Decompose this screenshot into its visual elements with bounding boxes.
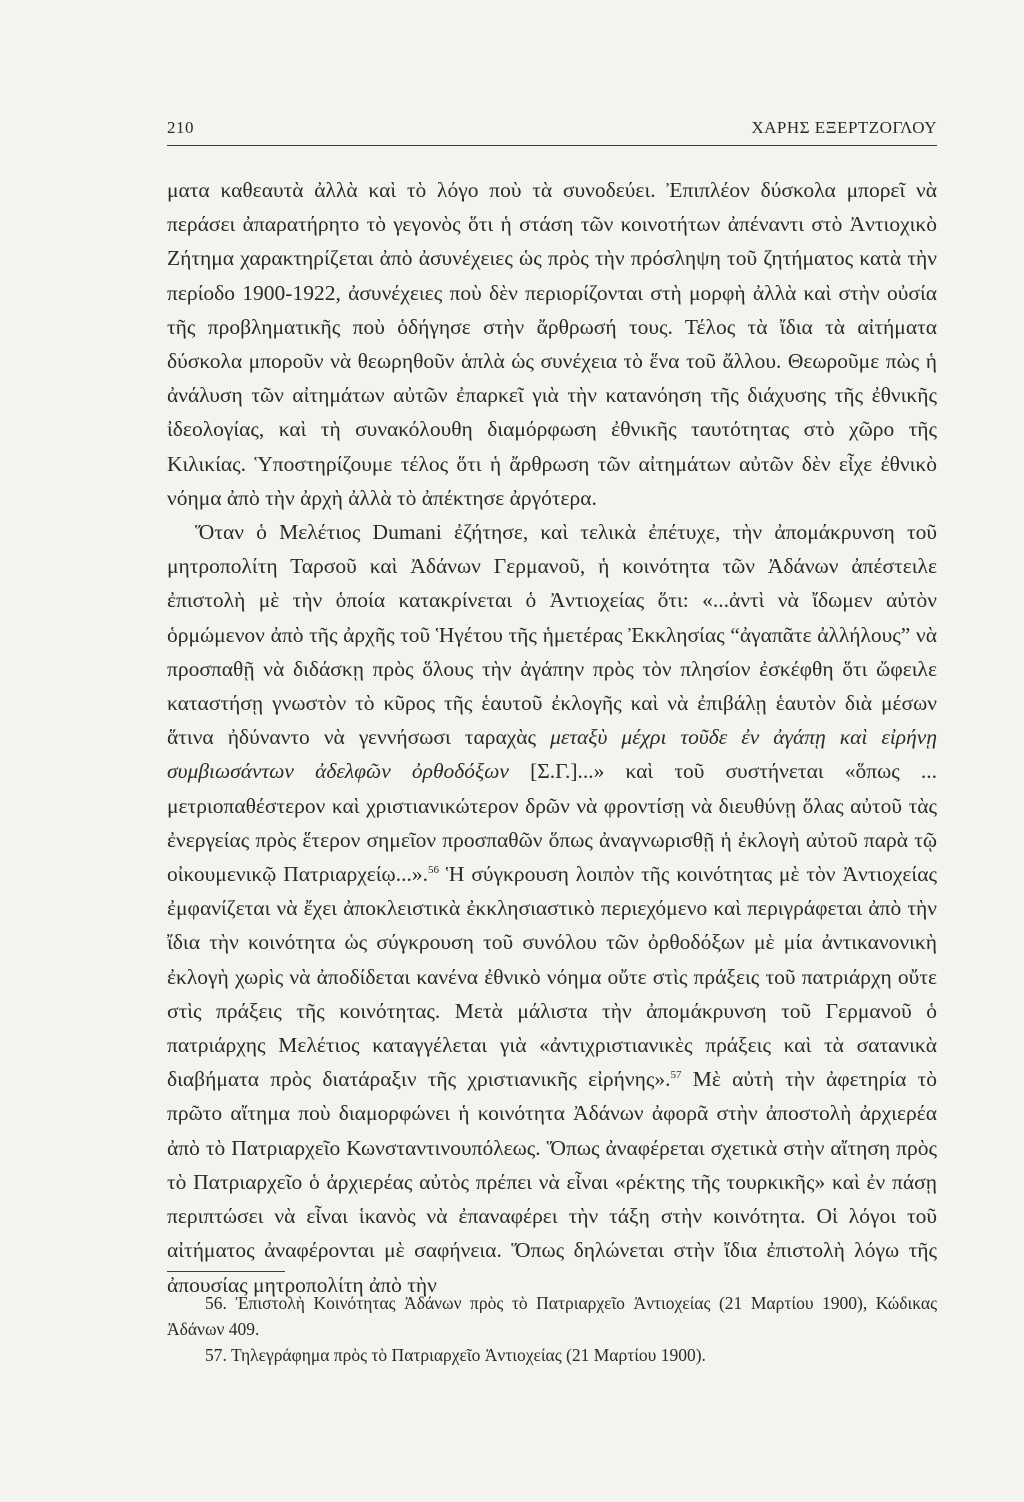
footnote-number: 57. <box>205 1345 227 1365</box>
footnote-ref-56[interactable]: 56 <box>427 864 439 877</box>
footnote-ref-57[interactable]: 57 <box>670 1069 682 1082</box>
italic-quotation: μεταξὺ μέχρι τοῦδε ἐν ἀγάπῃ καὶ εἰρήνῃ συμβιωσάντων ἀδελφῶν ὀρθοδόξων <box>167 725 937 784</box>
footnote-separator <box>167 1271 285 1272</box>
paragraph-2-part-a: Ὅταν ὁ Μελέτιος Dumani ἐζήτησε, καὶ τελικὰ ἐπέτυχε, τὴν ἀπομάκρυνση τοῦ μητροπολίτη Ταρσοῦ καὶ Ἀδάνων Γερμανοῦ, ἡ κοινότητα τῶν Ἀδάνων ἀπέστειλε ἐπιστολὴ μὲ τὴν ὁποία κατακρίνεται ὁ Ἀντιοχείας ὅτι: «...ἀντὶ νὰ ἴδωμεν αὐτὸν ὁρμώμενον ἀπὸ τῆς ἀρχῆς τοῦ Ἡγέτου τῆς ἡμετέρας Ἐκκλησίας “ἀγαπᾶτε ἀλλήλους” νὰ προσπαθῇ νὰ διδάσκῃ πρὸς ὅλους τὴν ἀγάπην πρὸς τὸν πλησίον ἐσκέφθη ὅτι ὤφειλε καταστήσῃ γνωστὸν τὸ κῦρος τῆς ἑαυτοῦ ἐκλογῆς καὶ νὰ ἐπιβάλῃ ἑαυτὸν διὰ μέσων ἅτινα ἠδύναντο νὰ γεννήσωσι ταραχὰς <box>167 520 937 750</box>
footnote-text: Ἐπιστολὴ Κοινότητας Ἀδάνων πρὸς τὸ Πατριαρχεῖο Ἀντιοχείας (21 Μαρτίου 1900), Κώδικας Ἀδάνων 409. <box>167 1293 938 1339</box>
footnote-number: 56. <box>205 1293 227 1313</box>
running-head-author: ΧΑΡΗΣ ΕΞΕΡΤΖΟΓΛΟΥ <box>751 118 937 137</box>
footnotes <box>167 1290 937 1368</box>
paragraph-2-part-b: ...» καὶ τοῦ συστήνεται «ὅπως ... μετριοπαθέστερον καὶ χριστιανικώτερον δρῶν νὰ φροντίσῃ νὰ διευθύνῃ ὅλας αὐτοῦ τὰς ἐνεργείας πρὸς ἕτερον σημεῖον προσπαθῶν ὅπως ἀναγνωρισθῇ ἡ ἐκλογὴ αὐτοῦ παρὰ τῷ οἰκουμενικῷ Πατριαρχείῳ...». <box>167 759 937 887</box>
header-rule <box>167 145 937 146</box>
footnote-57 <box>167 1342 937 1368</box>
footnote-56 <box>167 1290 937 1342</box>
running-head <box>167 118 937 142</box>
editor-bracket: [Σ.Γ.] <box>530 759 578 784</box>
page-number: 210 <box>167 118 194 137</box>
paragraph-1: ματα καθεαυτὰ ἀλλὰ καὶ τὸ λόγο ποὺ τὰ συνοδεύει. Ἐπιπλέον δύσκολα μπορεῖ νὰ περάσει ἀπαρατήρητο τὸ γεγονὸς ὅτι ἡ στάση τῶν κοινοτήτων ἀπέναντι στὸ Ἀντιοχικὸ Ζήτημα χαρακτηρίζεται ἀπὸ ἀσυνέχειες ὡς πρὸς τὴν πρόσληψη τοῦ ζητήματος κατὰ τὴν περίοδο 1900-1922, ἀσυνέχειες ποὺ δὲν περιορίζονται στὴ μορφὴ ἀλλὰ καὶ στὴν οὐσία τῆς προβληματικῆς ποὺ ὁδήγησε στὴν ἄρθρωσή τους. Τέλος τὰ ἴδια τὰ αἰτήματα δύσκολα μποροῦν νὰ θεωρηθοῦν ἁπλὰ ὡς συνέχεια τὸ ἕνα τοῦ ἄλλου. Θεωροῦμε πὼς ἡ ἀνάλυση τῶν αἰτημάτων αὐτῶν ἐπαρκεῖ γιὰ τὴν κατανόηση τῆς διάχυσης τῆς ἐθνικῆς ἰδεολογίας, καὶ τὴ συνακόλουθη διαμόρφωση ἐθνικῆς ταυτότητας στὸ χῶρο τῆς Κιλικίας. Ὑποστηρίζουμε τέλος ὅτι ἡ ἄρθρωση τῶν αἰτημάτων αὐτῶν δὲν εἶχε ἐθνικὸ νόημα ἀπὸ τὴν ἀρχὴ ἀλλὰ τὸ ἀπέκτησε ἀργότερα. <box>167 178 937 510</box>
paragraph-2-part-c: Ἡ σύγκρουση λοιπὸν τῆς κοινότητας μὲ τὸν Ἀντιοχείας ἐμφανίζεται νὰ ἔχει ἀποκλειστικὰ ἐκκλησιαστικὸ περιεχόμενο καὶ περιγράφεται ἀπὸ τὴν ἴδια τὴν κοινότητα ὡς σύγκρουση τοῦ συνόλου τῶν ὀρθοδόξων μὲ μία ἀντικανονικὴ ἐκλογὴ χωρὶς νὰ ἀποδίδεται κανένα ἐθνικὸ νόημα οὔτε στὶς πράξεις τοῦ πατριάρχη οὔτε στὶς πράξεις τῆς κοινότητας. Μετὰ μάλιστα τὴν ἀπομάκρυνση τοῦ Γερμανοῦ ὁ πατριάρχης Μελέτιος καταγγέλεται γιὰ «ἀντιχριστιανικὲς πράξεις καὶ τὰ σατανικὰ διαβήματα πρὸς διατάραξιν τῆς χριστιανικῆς εἰρήνης». <box>167 862 937 1092</box>
main-text <box>167 173 937 1302</box>
paragraph-2 <box>167 515 937 1302</box>
paragraph-2-part-d: Μὲ αὐτὴ τὴν ἀφετηρία τὸ πρῶτο αἴτημα ποὺ διαμορφώνει ἡ κοινότητα Ἀδάνων ἀφορᾶ στὴν ἀποστολὴ ἀρχιερέα ἀπὸ τὸ Πατριαρχεῖο Κωνσταντινουπόλεως. Ὅπως ἀναφέρεται σχετικὰ στὴν αἴτηση πρὸς τὸ Πατριαρχεῖο ὁ ἀρχιερέας αὐτὸς πρέπει νὰ εἶναι «ρέκτης τῆς τουρκικῆς» καὶ ἐν πάσῃ περιπτώσει νὰ εἶναι ἱκανὸς νὰ ἐπαναφέρει τὴν τάξη στὴν κοινότητα. Οἱ λόγοι τοῦ αἰτήματος ἀναφέρονται μὲ σαφήνεια. Ὅπως δηλώνεται στὴν ἴδια ἐπιστολὴ λόγω τῆς ἀπουσίας μητροπολίτη ἀπὸ τὴν <box>167 1067 938 1297</box>
book-page <box>167 0 937 1502</box>
footnote-text: Τηλεγράφημα πρὸς τὸ Πατριαρχεῖο Ἀντιοχείας (21 Μαρτίου 1900). <box>230 1345 706 1365</box>
